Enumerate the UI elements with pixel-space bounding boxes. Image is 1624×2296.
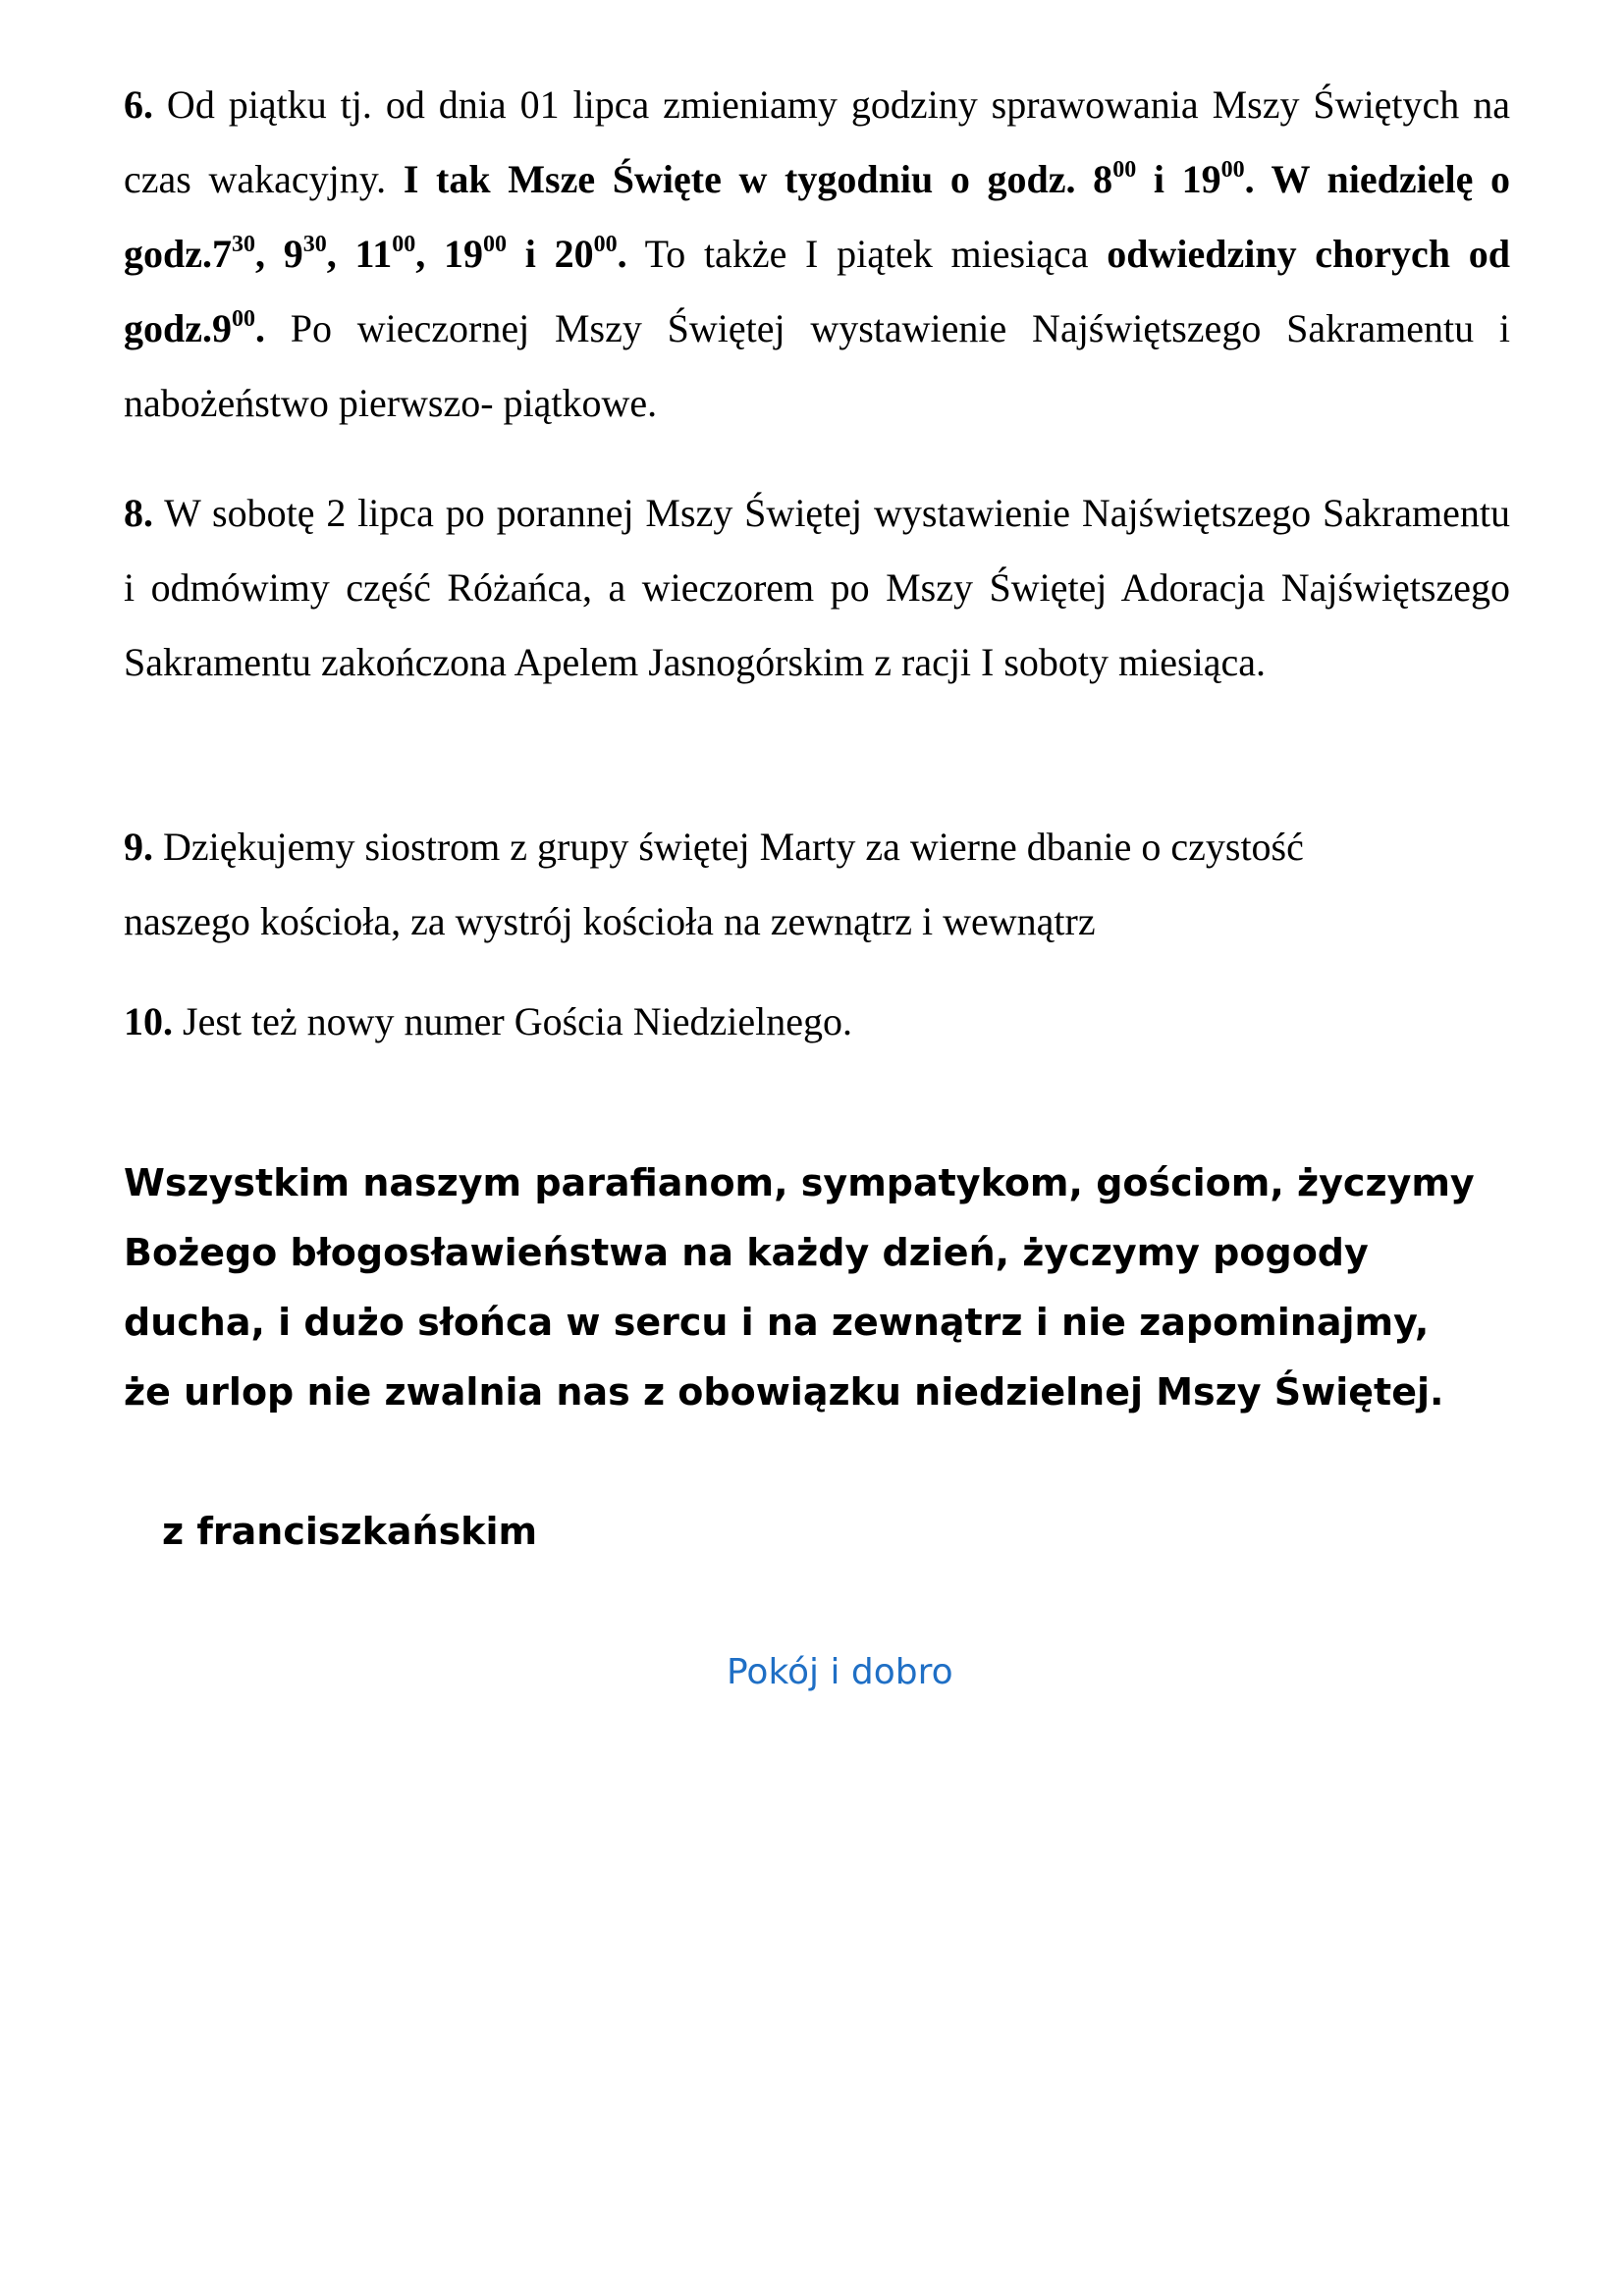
- announcement-8-text: W sobotę 2 lipca po porannej Mszy Świętej wystawienie Najświętszego Sakramentu i odmówimy część Różańca, a wieczorem po Mszy Świętej Adoracja Najświętszego Sakramentu zakończona Apelem Jasnogórskim z racji I soboty miesiąca.: [124, 491, 1510, 684]
- announcement-6-number: 6.: [124, 82, 153, 127]
- announcement-10-number: 10.: [124, 999, 173, 1043]
- announcement-6-text: Od piątku tj. od dnia 01 lipca zmieniamy godziny sprawowania Mszy Świętych na czas wakacyjny.: [124, 82, 1510, 201]
- announcement-6: [124, 68, 1510, 441]
- announcement-8: [124, 476, 1510, 700]
- wishes-line-1: Wszystkim naszym parafianom, sympatykom, gościom, życzymy: [124, 1161, 1475, 1204]
- sick-visits-time: odwiedziny chorych od $godz.9^{00}$.: [124, 232, 1511, 350]
- adoration-text: Po wieczornej Mszy Świętej wystawienie Najświętszego Sakramentu i nabożeństwo pierwszo- piątkowe.: [124, 306, 1510, 425]
- wishes-block: [124, 1148, 1538, 1427]
- wishes-line-2: Bożego błogosławieństwa na każdy dzień, życzymy pogody: [124, 1231, 1369, 1274]
- announcement-9: [124, 810, 1510, 959]
- announcement-10-text: Jest też nowy numer Gościa Niedzielnego.: [173, 999, 853, 1043]
- closing-greeting: z franciszkańskim: [162, 1510, 538, 1553]
- wishes-line-4: że urlop nie zwalnia nas z obowiązku niedzielnej Mszy Świętej.: [124, 1370, 1444, 1414]
- announcement-9-line-1: Dziękujemy siostrom z grupy świętej Marty za wierne dbanie o czystość: [153, 825, 1304, 869]
- wishes-line-3: ducha, i dużo słońca w sercu i na zewnątrz i nie zapominajmy,: [124, 1301, 1430, 1344]
- weekday-mass-times: I tak Msze Święte w tygodniu o godz. $8^{00}$ i $19^{00}$. W niedzielę o $godz.7^{30}$, $9^{30}$, $11^{00}$, $19^{00}$ i $20^{00}$.: [124, 157, 1511, 276]
- announcement-8-number: 8.: [124, 491, 153, 535]
- announcement-9-line-2: naszego kościoła, za wystrój kościoła na zewnątrz i wewnątrz: [124, 899, 1096, 943]
- announcement-10: [124, 985, 1510, 1059]
- announcement-9-number: 9.: [124, 825, 153, 869]
- closing-motto: Pokój i dobro: [727, 1652, 953, 1692]
- first-friday-text: To także I piątek miesiąca: [626, 232, 1108, 276]
